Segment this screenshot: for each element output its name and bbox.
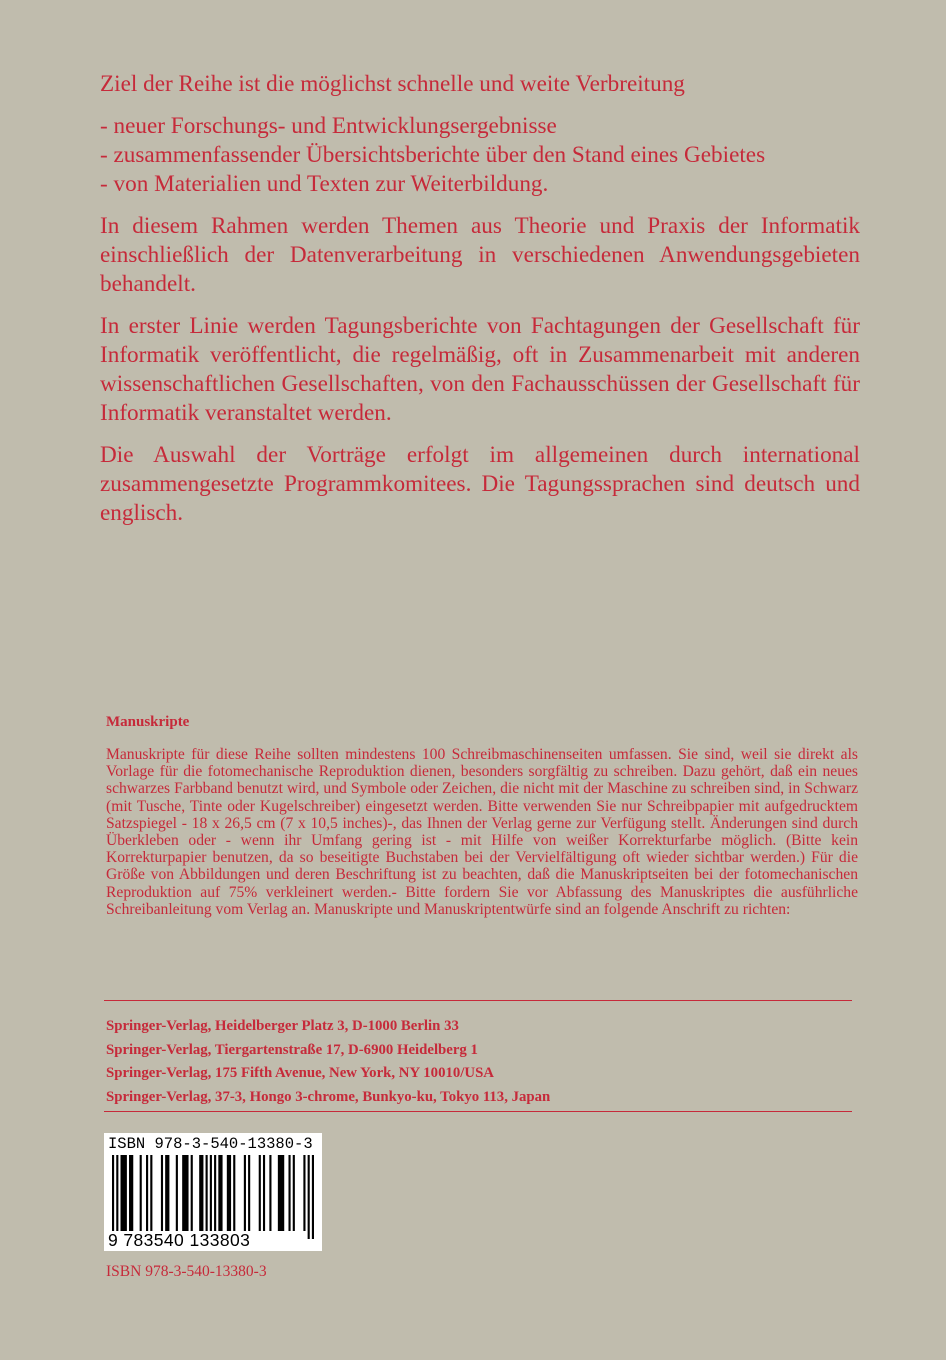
barcode-bar (218, 1155, 222, 1231)
address-new-york: Springer-Verlag, 175 Fifth Avenue, New York, NY 10010/USA (106, 1065, 494, 1081)
barcode-guard-bar (210, 1155, 212, 1239)
barcode-bar (227, 1155, 231, 1231)
divider-top (104, 1000, 852, 1001)
publisher-addresses (106, 1015, 550, 1109)
address-berlin: Springer-Verlag, Heidelberger Platz 3, D-1000 Berlin 33 (106, 1018, 459, 1034)
barcode-bar (288, 1155, 290, 1231)
barcode-bars (112, 1155, 314, 1239)
barcode-bar (150, 1155, 152, 1231)
paragraph-program-committees: Die Auswahl der Vorträge erfolgt im allgemeinen durch international zusammengesetzte Programmkomitees. Die Tagungssprachen sind deutsch und englisch. (100, 442, 860, 526)
goal-list-item: - von Materialien und Texten zur Weiterbildung. (100, 171, 549, 197)
isbn-barcode (104, 1133, 322, 1251)
barcode-guard-bar (112, 1155, 114, 1239)
barcode-bar (140, 1155, 142, 1231)
address-heidelberg: Springer-Verlag, Tiergartenstraße 17, D-6900 Heidelberg 1 (106, 1041, 478, 1058)
barcode-bar (278, 1155, 284, 1231)
barcode-bar (176, 1155, 178, 1231)
barcode-bar (146, 1155, 148, 1231)
barcode-bar (161, 1155, 163, 1231)
divider-bottom (104, 1111, 852, 1112)
manuscripts-body: Manuskripte für diese Reihe sollten mindestens 100 Schreibmaschinenseiten umfassen. Sie sind, weil sie direkt als Vorlage für die fotomechanische Reproduktion dienen, besonders sorgfältig zu schreiben. Dazu gehört, daß ein neues schwarzes Farbband benutzt wird, und Symbole oder Zeichen, die nicht mit der Maschine zu schreiben sind, in Schwarz (mit Tusche, Tinte oder Kugelschreiber) eingesetzt werden. Bitte verwenden Sie nur Schreibpapier mit aufgedrucktem Satzspiegel - 18 x 26,5 cm (7 x 10,5 inches)-, das Ihnen der Verlag gerne zur Verfügung stellt. Änderungen sind durch Überkleben oder - wenn ihr Umfang gering ist - mit Hilfe von weißer Korrekturfarbe möglich. (Bitte kein Korrekturpapier benutzen, da so beseitigte Buchstaben bei der Vervielfältigung oft wieder sichtbar werden.) Für die Größe von Abbildungen und deren Beschriftung ist zu beachten, daß die Manuskriptseiten bei der fotomechanischen Reproduktion auf 75% verkleinert werden.- Bitte fordern Sie vor Abfassung des Manuskriptes die ausführliche Schreibanleitung vom Verlag an. Manuskripte und Manuskriptentwürfe sind an folgende Anschrift zu richten: (106, 746, 858, 918)
paragraph-proceedings: In erster Linie werden Tagungsberichte von Fachtagungen der Gesellschaft für Informatik veröffentlicht, die regelmäßig, oft in Zusammenarbeit mit anderen wissenschaftlichen Gesellschaften, von den Fachausschüssen der Gesellschaft für Informatik veranstaltet werden. (100, 313, 860, 426)
manuscripts-section (106, 712, 858, 918)
barcode-bar (263, 1155, 265, 1231)
barcode-guard-bar (116, 1155, 118, 1239)
barcode-bar (129, 1155, 133, 1231)
address-tokyo: Springer-Verlag, 37-3, Hongo 3-chrome, Bunkyo-ku, Tokyo 113, Japan (106, 1088, 551, 1105)
barcode-bar (121, 1155, 127, 1231)
barcode-bar (165, 1155, 169, 1231)
barcode-bar (191, 1155, 193, 1231)
series-description (100, 70, 860, 528)
barcode-bar (248, 1155, 250, 1231)
barcode-guard-bar (312, 1155, 314, 1239)
intro-text: Ziel der Reihe ist die möglichst schnelle und weite Verbreitung (100, 71, 685, 97)
barcode-bar (269, 1155, 271, 1231)
goal-list-item: - zusammenfassender Übersichtsberichte über den Stand eines Gebietes (100, 142, 766, 168)
barcode-digits: 9 783540 133803 (108, 1230, 251, 1250)
barcode-bar (206, 1155, 208, 1231)
goal-list (100, 112, 860, 199)
barcode-guard-bar (214, 1155, 216, 1239)
paragraph-themes: In diesem Rahmen werden Themen aus Theorie und Praxis der Informatik einschließlich der Datenverarbeitung in verschiedenen Anwendungsgebieten behandelt. (100, 213, 860, 297)
barcode-isbn-label: ISBN 978-3-540-13380-3 (108, 1135, 313, 1153)
barcode-bar (182, 1155, 188, 1231)
barcode-bar (233, 1155, 235, 1231)
isbn-text: ISBN 978-3-540-13380-3 (106, 1263, 267, 1280)
barcode-bar (259, 1155, 261, 1231)
goal-list-item: - neuer Forschungs- und Entwicklungsergebnisse (100, 113, 557, 139)
barcode-bar (199, 1155, 203, 1231)
barcode-bar (244, 1155, 246, 1231)
barcode-bar (293, 1155, 295, 1231)
manuscripts-heading: Manuskripte (106, 714, 190, 730)
barcode-bar (303, 1155, 305, 1231)
barcode-guard-bar (308, 1155, 310, 1239)
